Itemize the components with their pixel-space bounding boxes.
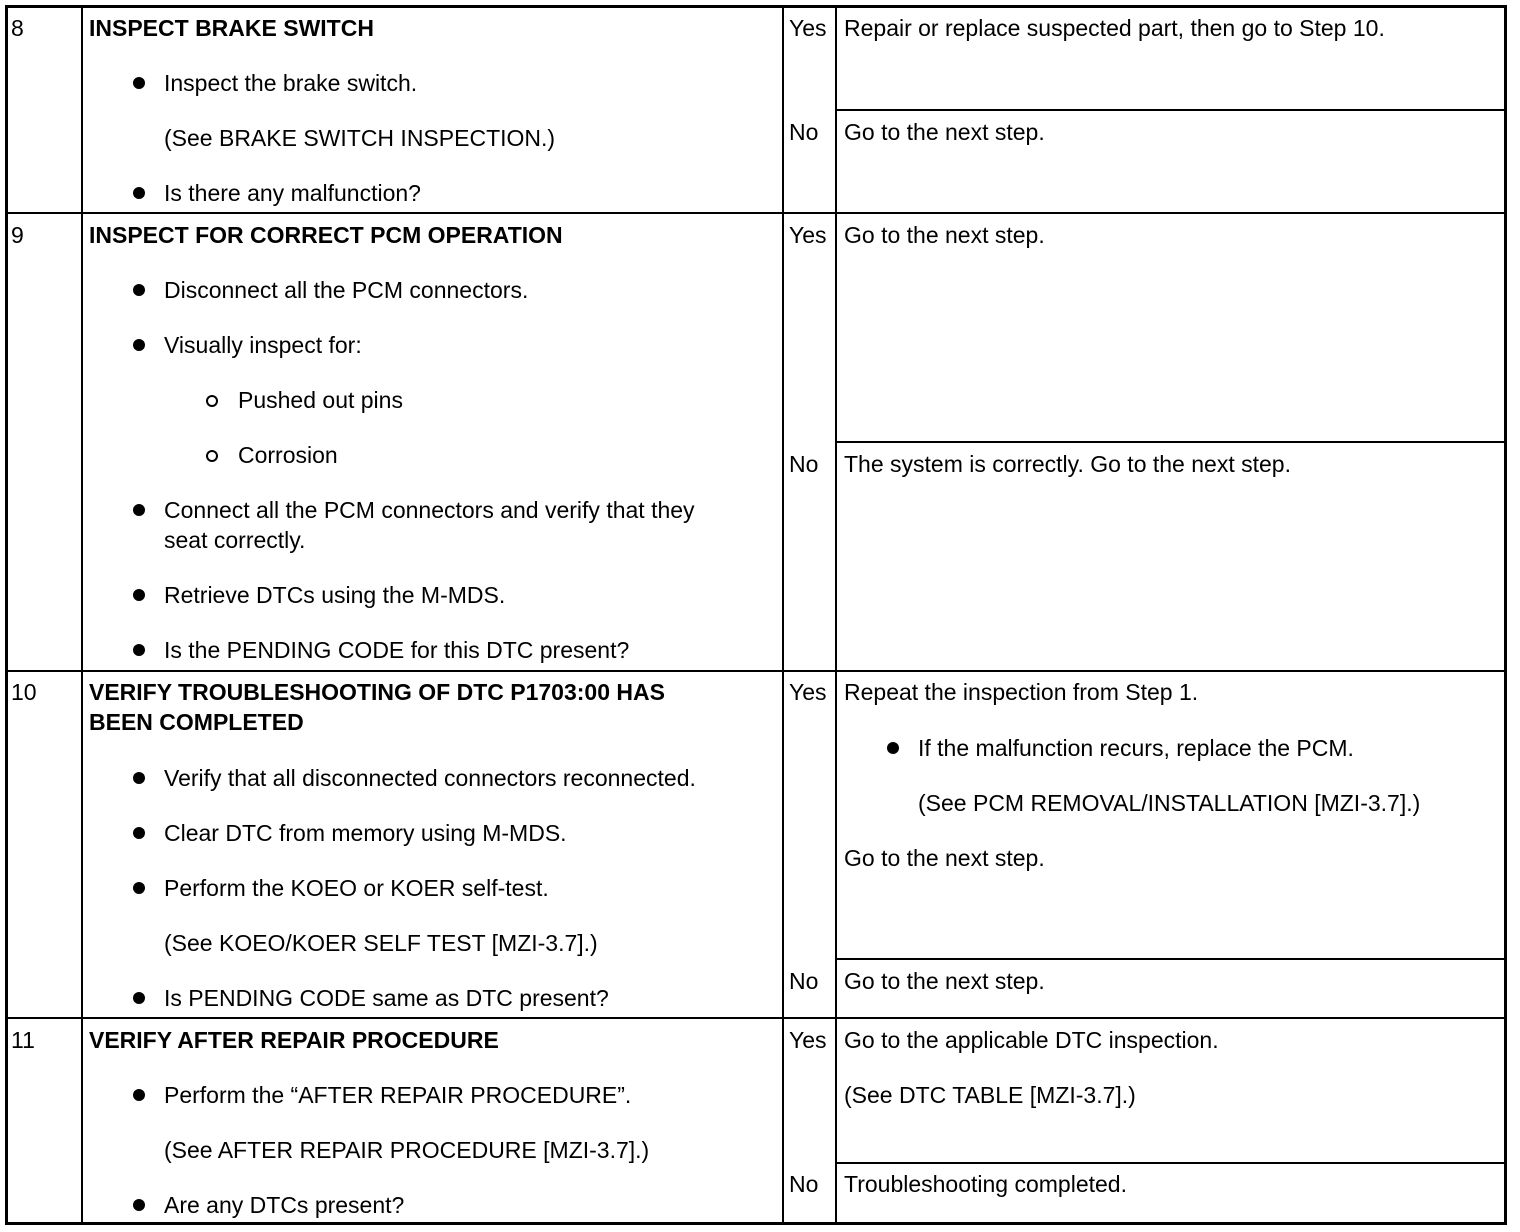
yes-no-divider — [836, 958, 1507, 960]
step-reference: (See BRAKE SWITCH INSPECTION.) — [164, 125, 556, 151]
sub-bullet-icon — [206, 450, 218, 462]
step-item: Clear DTC from memory using M-MDS. — [164, 820, 567, 846]
bullet-icon — [133, 827, 145, 839]
row-divider — [5, 1017, 1507, 1019]
step-reference: (See KOEO/KOER SELF TEST [MZI-3.7].) — [164, 930, 598, 956]
step-item-continued: seat correctly. — [164, 527, 306, 553]
step-item: Visually inspect for: — [164, 332, 362, 358]
bullet-icon — [133, 284, 145, 296]
bullet-icon — [133, 772, 145, 784]
step-item: Are any DTCs present? — [164, 1192, 405, 1218]
bullet-icon — [133, 339, 145, 351]
no-action: Go to the next step. — [844, 119, 1045, 145]
yes-action: Go to the applicable DTC inspection. — [844, 1027, 1219, 1053]
step-number: 10 — [11, 679, 37, 705]
bullet-icon — [133, 1199, 145, 1211]
column-divider-action — [782, 5, 784, 1225]
step-item: Is there any malfunction? — [164, 180, 421, 206]
step-item: Verify that all disconnected connectors reconnected. — [164, 765, 696, 791]
step-item: Connect all the PCM connectors and verify that they — [164, 497, 695, 523]
no-label: No — [789, 968, 819, 994]
yes-no-divider — [836, 1162, 1507, 1164]
yes-no-divider — [836, 109, 1507, 111]
step-reference: (See AFTER REPAIR PROCEDURE [MZI-3.7].) — [164, 1137, 650, 1163]
yes-label: Yes — [789, 679, 827, 705]
bullet-icon — [133, 644, 145, 656]
bullet-icon — [133, 589, 145, 601]
yes-label: Yes — [789, 222, 827, 248]
yes-action: Go to the next step. — [844, 222, 1045, 248]
yes-action-reference: (See DTC TABLE [MZI-3.7].) — [844, 1082, 1136, 1108]
bullet-icon — [133, 1089, 145, 1101]
bullet-icon — [133, 504, 145, 516]
step-title: INSPECT BRAKE SWITCH — [89, 15, 374, 41]
step-number: 11 — [11, 1027, 35, 1053]
yes-action-reference: (See PCM REMOVAL/INSTALLATION [MZI-3.7].) — [918, 790, 1421, 816]
no-action: Go to the next step. — [844, 968, 1045, 994]
bullet-icon — [133, 882, 145, 894]
column-divider-result — [835, 5, 837, 1225]
step-item: Perform the “AFTER REPAIR PROCEDURE”. — [164, 1082, 632, 1108]
step-number: 8 — [11, 15, 24, 41]
no-label: No — [789, 119, 819, 145]
yes-label: Yes — [789, 1027, 827, 1053]
step-title: VERIFY AFTER REPAIR PROCEDURE — [89, 1027, 499, 1053]
sub-bullet-icon — [206, 395, 218, 407]
bullet-icon — [133, 187, 145, 199]
step-item: Is the PENDING CODE for this DTC present? — [164, 637, 630, 663]
step-number: 9 — [11, 222, 24, 248]
step-item: Inspect the brake switch. — [164, 70, 418, 96]
yes-action: Repair or replace suspected part, then go to Step 10. — [844, 15, 1385, 41]
yes-action: Repeat the inspection from Step 1. — [844, 679, 1199, 705]
bullet-icon — [887, 742, 899, 754]
row-divider — [5, 670, 1507, 672]
yes-label: Yes — [789, 15, 827, 41]
step-item: Perform the KOEO or KOER self-test. — [164, 875, 549, 901]
bullet-icon — [133, 992, 145, 1004]
no-action: Troubleshooting completed. — [844, 1171, 1127, 1197]
no-label: No — [789, 451, 819, 477]
step-subitem: Corrosion — [238, 442, 338, 468]
no-label: No — [789, 1171, 819, 1197]
step-subitem: Pushed out pins — [238, 387, 403, 413]
yes-action: Go to the next step. — [844, 845, 1045, 871]
step-title: VERIFY TROUBLESHOOTING OF DTC P1703:00 HAS — [89, 679, 665, 705]
row-divider — [5, 212, 1507, 214]
step-item: Is PENDING CODE same as DTC present? — [164, 985, 609, 1011]
bullet-icon — [133, 77, 145, 89]
step-item: Disconnect all the PCM connectors. — [164, 277, 529, 303]
step-title: INSPECT FOR CORRECT PCM OPERATION — [89, 222, 563, 248]
step-title-continued: BEEN COMPLETED — [89, 709, 304, 735]
column-divider-step — [81, 5, 83, 1225]
no-action: The system is correctly. Go to the next step. — [844, 451, 1291, 477]
yes-action-item: If the malfunction recurs, replace the PCM. — [918, 735, 1354, 761]
yes-no-divider — [836, 441, 1507, 443]
step-item: Retrieve DTCs using the M-MDS. — [164, 582, 506, 608]
